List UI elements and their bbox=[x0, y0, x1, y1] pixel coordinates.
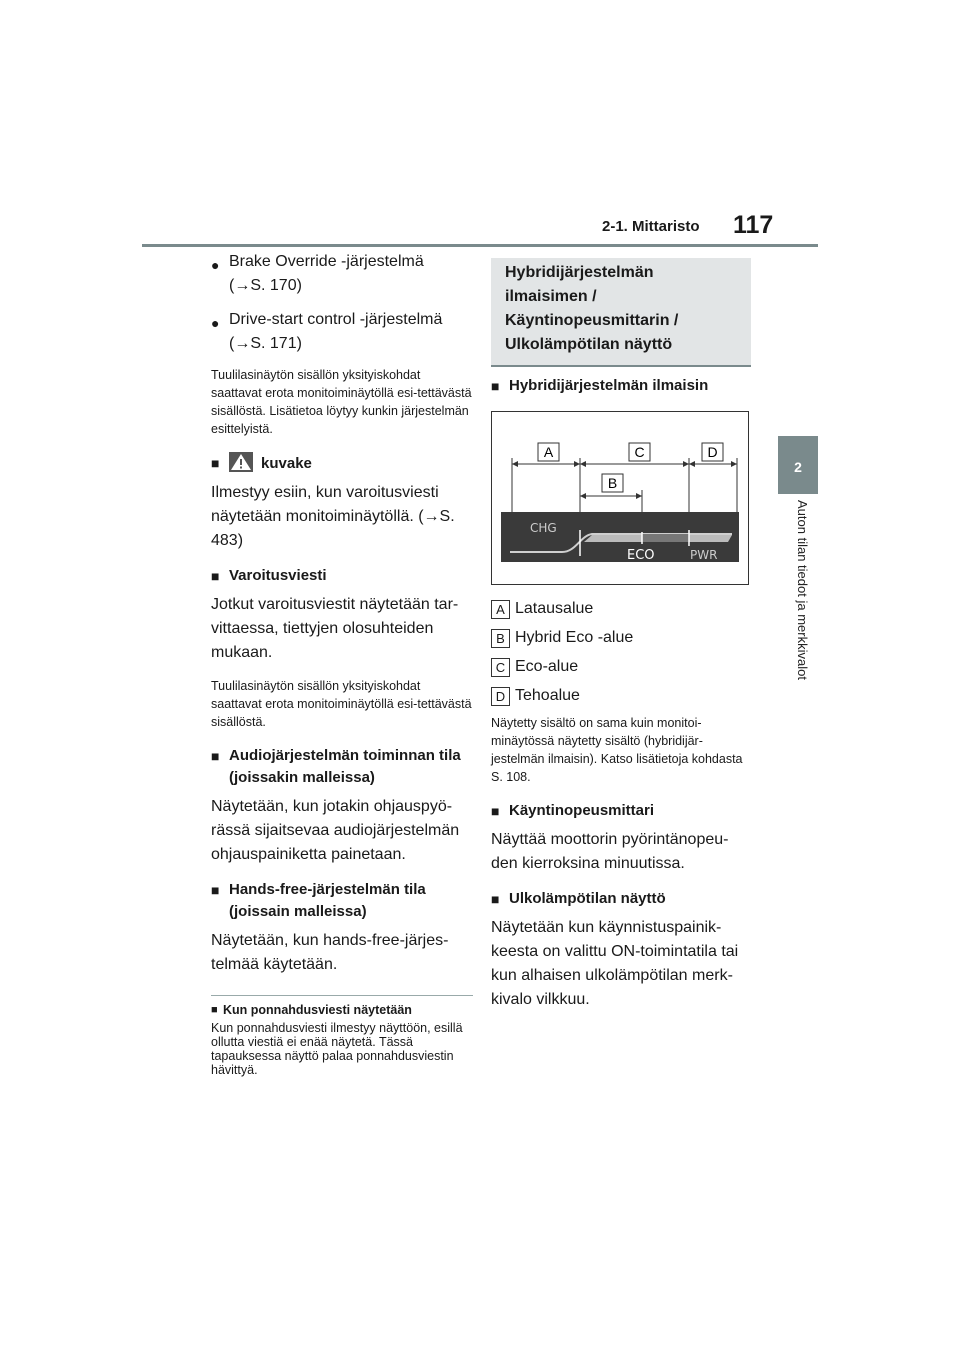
bullet-line: (→S. 171) bbox=[229, 335, 302, 352]
footnote-heading-label: Kun ponnahdusviesti näytetään bbox=[223, 1003, 412, 1017]
heading-label: Varoitusviesti bbox=[229, 567, 327, 584]
body-text: Näytetään kun käynnistuspainik-keesta on valittu ON-toimintatila tai kun alhaisen ulkolämpötilan merk-kivalo vilkkuu. bbox=[491, 919, 739, 1008]
label-b: B bbox=[607, 475, 618, 491]
chapter-tab: 2 bbox=[778, 436, 818, 494]
bullet-dot-icon: ● bbox=[211, 257, 220, 273]
label-d: D bbox=[707, 444, 718, 460]
hybrid-indicator-figure bbox=[491, 411, 749, 585]
legend-letter: A bbox=[491, 600, 510, 619]
section-heading bbox=[491, 800, 751, 822]
eco-segment bbox=[642, 534, 689, 542]
warning-triangle-icon bbox=[229, 452, 253, 472]
heading-label: Ulkolämpötilan näyttö bbox=[509, 890, 666, 907]
section-heading bbox=[211, 565, 473, 587]
section-heading bbox=[211, 879, 473, 923]
legend-text: Latausalue bbox=[515, 600, 594, 617]
section-heading bbox=[211, 452, 473, 475]
header-rule bbox=[142, 244, 818, 247]
legend-text: Tehoalue bbox=[515, 687, 580, 704]
hybrid-indicator-diagram bbox=[492, 412, 748, 584]
legend-text: Hybrid Eco -alue bbox=[515, 629, 634, 646]
legend-item bbox=[491, 655, 751, 679]
body-text: Näytetään, kun hands-free-järjes-telmää käytetään. bbox=[211, 932, 449, 973]
heading-label: Käyntinopeusmittari bbox=[509, 802, 655, 819]
bullet-item bbox=[211, 250, 473, 298]
heading-label: Hands-free-järjestelmän tila (joissain malleissa) bbox=[229, 881, 426, 920]
bullet-line: (→S. 170) bbox=[229, 277, 302, 294]
kuvake-heading: kuvake bbox=[261, 455, 312, 472]
legend-letter: B bbox=[491, 629, 510, 648]
square-bullet-icon: ■ bbox=[491, 378, 500, 394]
note-text: Tuulilasinäytön sisällön yksityiskohdat saattavat erota monitoiminäytöllä esi-tettävästä sisällöstä. Lisätietoa löytyy kunkin järjestelmän esittelyistä. bbox=[211, 368, 472, 436]
note-text: Tuulilasinäytön sisällön yksityiskohdat saattavat erota monitoiminäytöllä esi-tettävästä sisällöstä. bbox=[211, 679, 472, 729]
heading-label: Audiojärjestelmän toiminnan tila (joissakin malleissa) bbox=[229, 747, 461, 786]
box-heading: Hybridijärjestelmän ilmaisimen / Käyntinopeusmittarin / Ulkolämpötilan näyttö bbox=[491, 258, 751, 367]
bullet-dot-icon: ● bbox=[211, 315, 220, 331]
heading-label: Hybridijärjestelmän ilmaisin bbox=[509, 377, 709, 394]
square-bullet-icon: ■ bbox=[211, 568, 220, 584]
square-bullet-icon: ■ bbox=[491, 803, 500, 819]
page-number: 117 bbox=[733, 211, 774, 239]
body-text: Ilmestyy esiin, kun varoitusviesti näytetään monitoiminäytöllä. (→S. 483) bbox=[211, 484, 455, 549]
section-heading bbox=[211, 745, 473, 789]
chg-label: CHG bbox=[530, 521, 557, 535]
square-bullet-icon: ■ bbox=[211, 748, 220, 764]
label-a: A bbox=[543, 444, 554, 460]
footnote-heading bbox=[211, 1002, 473, 1018]
bullet-item bbox=[211, 308, 473, 356]
square-bullet-icon: ■ bbox=[211, 1004, 218, 1016]
legend-item bbox=[491, 684, 751, 708]
square-bullet-icon: ■ bbox=[211, 455, 220, 471]
section-title: 2-1. Mittaristo bbox=[602, 218, 700, 235]
bullet-line: Brake Override -järjestelmä bbox=[229, 253, 424, 270]
square-bullet-icon: ■ bbox=[211, 882, 220, 898]
bullet-line: Drive-start control -järjestelmä bbox=[229, 311, 443, 328]
eco-label: ECO bbox=[627, 548, 655, 563]
legend-item bbox=[491, 626, 751, 650]
body-text: Näyttää moottorin pyörintänopeu-den kierroksina minuutissa. bbox=[491, 831, 729, 872]
chapter-title: Auton tilan tiedot ja merkkivalot bbox=[795, 500, 810, 680]
legend-item bbox=[491, 597, 751, 621]
right-column bbox=[491, 258, 751, 1024]
note-text: Näytetty sisältö on sama kuin monitoi-minäytössä näytetty sisältö (hybridijär-jestelmän ilmaisin). Katso lisätietoja kohdasta S. 108. bbox=[491, 716, 743, 784]
pwr-label: PWR bbox=[690, 548, 718, 562]
label-c: C bbox=[634, 444, 645, 460]
body-text: Näytetään, kun jotakin ohjauspyö-rässä sijaitsevaa audiojärjestelmän ohjauspainiketta painetaan. bbox=[211, 798, 460, 863]
legend-letter: C bbox=[491, 658, 510, 677]
footnote-text: Kun ponnahdusviesti ilmestyy näyttöön, esillä ollutta viestiä ei enää näytetä. Tässä tapauksessa näyttö palaa ponnahdusviestin hävittyä. bbox=[211, 1021, 463, 1077]
legend-letter: D bbox=[491, 687, 510, 706]
legend-text: Eco-alue bbox=[515, 658, 579, 675]
section-heading bbox=[491, 375, 751, 397]
left-column bbox=[211, 250, 473, 1077]
square-bullet-icon: ■ bbox=[491, 891, 500, 907]
section-heading bbox=[491, 888, 751, 910]
body-text: Jotkut varoitusviestit näytetään tar-vittaessa, tiettyjen olosuhteiden mukaan. bbox=[211, 596, 459, 661]
footnote-rule bbox=[211, 995, 473, 996]
